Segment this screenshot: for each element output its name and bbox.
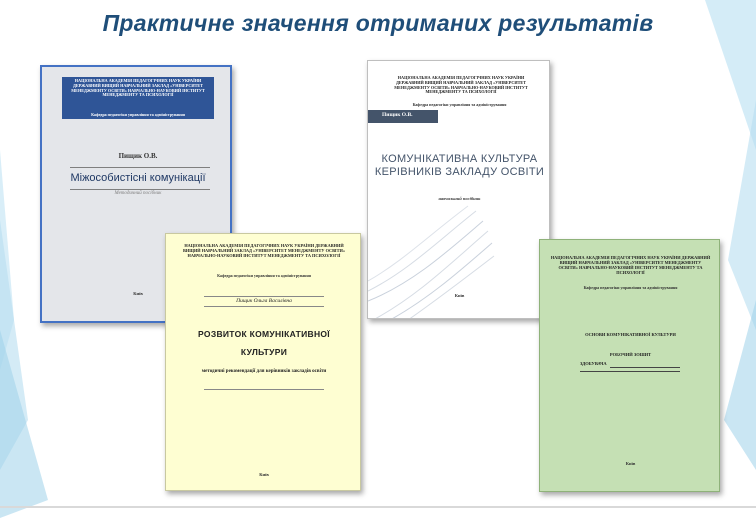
name-line: [610, 367, 680, 368]
book-subtitle: Методичний посібник: [114, 191, 162, 196]
department-name: Кафедра педагогіки управління та адміністрування: [412, 102, 507, 107]
publication-city: Київ: [259, 472, 269, 477]
author-name: Пищик Ольга Василівна: [236, 298, 292, 304]
publication-city: Київ: [454, 293, 465, 298]
author-name: Пищик О.В.: [382, 112, 413, 118]
footer-divider: [0, 506, 756, 508]
book-subtitle: методичні рекомендації для керівників закладів освіти: [201, 369, 327, 374]
author-name: Пищик О.В.: [118, 152, 158, 160]
swirl-decoration: [368, 61, 550, 319]
divider: [70, 189, 210, 190]
publication-city: Київ: [625, 461, 636, 466]
divider: [204, 389, 324, 390]
divider: [70, 167, 210, 168]
institution-header: НАЦІОНАЛЬНА АКАДЕМІЯ ПЕДАГОГІЧНИХ НАУК УКРАЇНИ ДЕРЖАВНИЙ ВИЩИЙ НАВЧАЛЬНИЙ ЗАКЛАД «УНІВЕРСИТЕТ МЕНЕДЖМЕНТУ ОСВІТИ» НАВЧАЛЬНО-НАУКОВИЙ ІНСТИТУТ МЕНЕДЖМЕНТУ ТА ПСИХОЛОГІЇ: [394, 75, 528, 95]
book-title: РОЗВИТОК КОМУНІКАТИВНОЇ КУЛЬТУРИ: [198, 329, 330, 357]
book-cover-workbook: [539, 239, 720, 492]
department-name: Кафедра педагогіки управління та адміністрування: [217, 273, 311, 278]
book-title: Міжособистісні комунікації: [70, 172, 206, 184]
name-line: [580, 371, 680, 372]
institution-header: НАЦІОНАЛЬНА АКАДЕМІЯ ПЕДАГОГІЧНИХ НАУК УКРАЇНИ ДЕРЖАВНИЙ ВИЩИЙ НАВЧАЛЬНИЙ ЗАКЛАД «УНІВЕРСИТЕТ МЕНЕДЖМЕНТУ ОСВІТИ» НАВЧАЛЬНО-НАУКОВИЙ ІНСТИТУТ МЕНЕДЖМЕНТУ ТА ПСИХОЛОГІЇ: [183, 243, 345, 258]
divider: [204, 296, 324, 297]
student-label: ЗДОБУВАЧА: [580, 361, 607, 366]
book-subtitle: навчальний посібник: [438, 196, 481, 201]
institution-header: НАЦІОНАЛЬНА АКАДЕМІЯ ПЕДАГОГІЧНИХ НАУК УКРАЇНИ ДЕРЖАВНИЙ ВИЩИЙ НАВЧАЛЬНИЙ ЗАКЛАД «УНІВЕРСИТЕТ МЕНЕДЖМЕНТУ ОСВІТИ» НАВЧАЛЬНО-НАУКОВИЙ ІНСТИТУТ МЕНЕДЖМЕНТУ ТА ПСИХОЛОГІЇ: [71, 78, 205, 98]
institution-header: НАЦІОНАЛЬНА АКАДЕМІЯ ПЕДАГОГІЧНИХ НАУК УКРАЇНИ ДЕРЖАВНИЙ ВИЩИЙ НАВЧАЛЬНИЙ ЗАКЛАД «УНІВЕРСИТЕТ МЕНЕДЖМЕНТУ ОСВІТИ» НАВЧАЛЬНО-НАУКОВИЙ ІНСТИТУТ МЕНЕДЖМЕНТУ ТА ПСИХОЛОГІЇ: [550, 255, 711, 275]
book-cover-communicative-culture: [367, 60, 550, 319]
book-cover-development-communicative-culture: [165, 233, 361, 491]
book-subtitle: РОБОЧИЙ ЗОШИТ: [609, 352, 652, 357]
slide-title: Практичне значення отриманих результатів: [102, 10, 654, 36]
divider: [204, 306, 324, 307]
publication-city: Київ: [133, 291, 143, 296]
book-title: КОМУНІКАТИВНА КУЛЬТУРА КЕРІВНИКІВ ЗАКЛАДУ ОСВІТИ: [374, 153, 545, 178]
department-name: Кафедра педагогіки управління та адміністрування: [583, 285, 678, 290]
book-title: ОСНОВИ КОМУНІКАТИВНОЇ КУЛЬТУРИ: [585, 332, 676, 337]
department-name: Кафедра педагогіки управління та адміністрування: [91, 112, 185, 117]
